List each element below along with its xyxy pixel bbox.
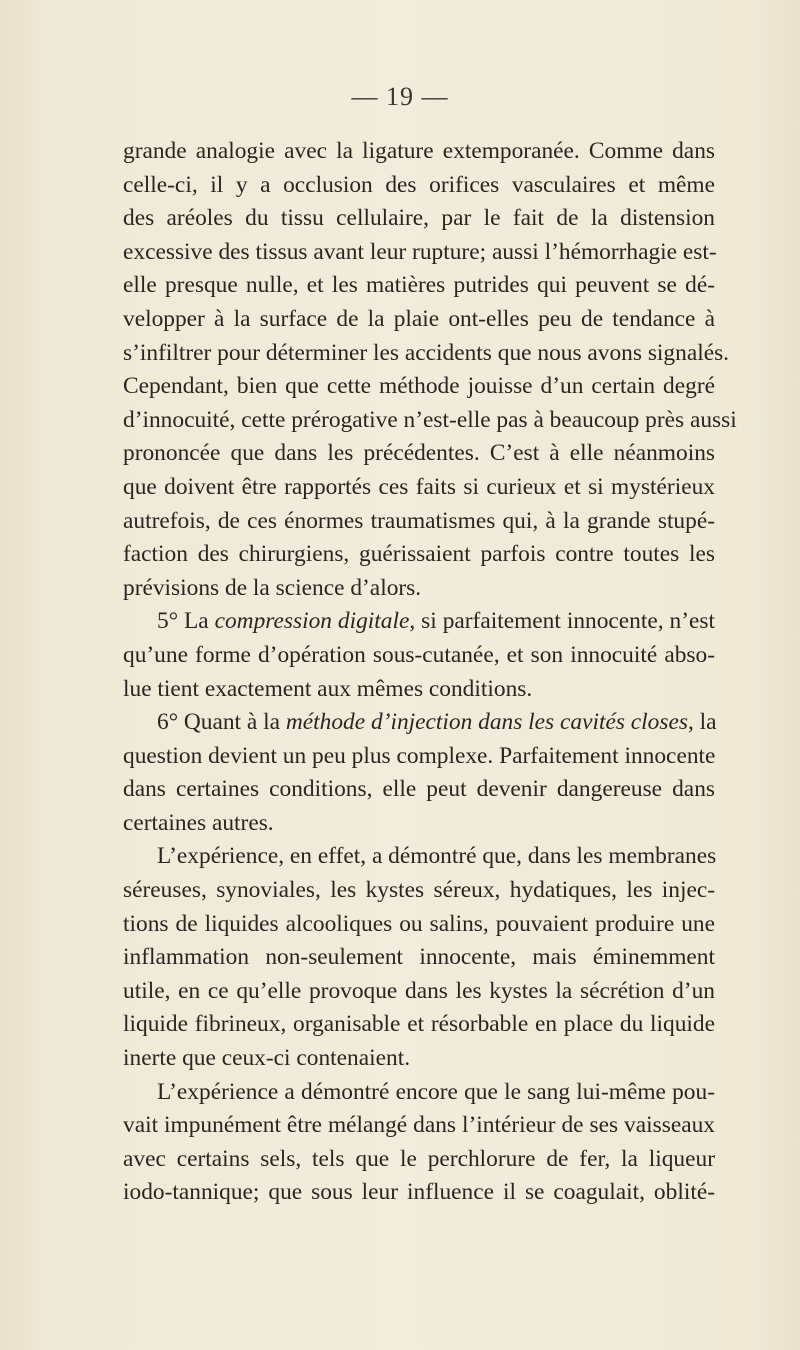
text-line: utile, en ce qu’elle provoque dans les kystes la sécrétion d’un [123,977,715,1004]
text-line: prononcée que dans les précédentes. C’est à elle néanmoins [123,440,715,467]
paragraph-5-first-line [123,605,715,639]
para6-rest: , la [687,709,717,736]
text-line: velopper à la surface de la plaie ont-elles peu de tendance à [123,305,715,332]
text-line: celle-ci, il y a occlusion des orifices vasculaires et même [123,171,715,198]
text-line: inflammation non-seulement innocente, mais éminemment [123,944,715,971]
text-line: inerte que ceux-ci contenaient. [123,1045,411,1072]
text-line: vait impunément être mélangé dans l’intérieur de ses vaisseaux [123,1112,715,1139]
text-line: autrefois, de ces énormes traumatismes qui, à la grande stupé- [123,507,715,534]
text-line: tions de liquides alcooliques ou salins, pouvaient produire une [123,910,715,937]
text-line: grande analogie avec la ligature extemporanée. Comme dans [123,138,715,164]
text-line: Cependant, bien que cette méthode jouisse d’un certain degré [123,373,715,400]
text-line: iodo-tannique; que sous leur influence il se coagulait, oblité- [123,1179,715,1206]
text-line: excessive des tissus avant leur rupture; aussi l’hémorrhagie est- [123,238,717,265]
text-line: des aréoles du tissu cellulaire, par le fait de la distension [123,205,715,232]
text-line: elle presque nulle, et les matières putrides qui peuvent se dé- [123,272,715,299]
text-line: qu’une forme d’opération sous-cutanée, et son innocuité abso- [123,641,715,668]
body-text [123,135,737,1210]
paragraph-6-first-line [123,706,715,740]
text-line: question devient un peu plus complexe. Parfaitement innocente [123,742,716,769]
para5-rest: , si parfaitement innocente, n’est [409,608,715,635]
page-number-header: — 19 — [351,82,449,111]
para6-italic-term: méthode d’injection dans les cavités closes [285,709,688,736]
text-line: prévisions de la science d’alors. [123,574,422,601]
text-line: d’innocuité, cette prérogative n’est-elle pas à beaucoup près aussi [123,406,737,433]
text-line: faction des chirurgiens, guérissaient parfois contre toutes les [123,541,715,568]
text-line: dans certaines conditions, elle peut devenir dangereuse dans [123,776,715,803]
text-line: séreuses, synoviales, les kystes séreux, hydatiques, les injec- [123,877,715,904]
para6-prefix: 6° Quant à la [157,709,286,736]
text-line: lue tient exactement aux mêmes conditions. [123,675,533,702]
paragraph-7-first-line: L’expérience, en effet, a démontré que, dans les membranes [157,843,717,870]
para5-prefix: 5° La [157,608,215,635]
text-line: s’infiltrer pour déterminer les accidents que nous avons signalés. [123,339,730,366]
paragraph-8-first-line: L’expérience a démontré encore que le sang lui-même pou- [157,1078,715,1105]
text-line: avec certains sels, tels que le perchlorure de fer, la liqueur [123,1145,715,1172]
text-line: certaines autres. [123,809,274,836]
text-line: que doivent être rapportés ces faits si curieux et si mystérieux [123,473,715,500]
para5-italic-term: compression digitale [214,608,410,635]
text-line: liquide fibrineux, organisable et résorbable en place du liquide [123,1011,715,1038]
